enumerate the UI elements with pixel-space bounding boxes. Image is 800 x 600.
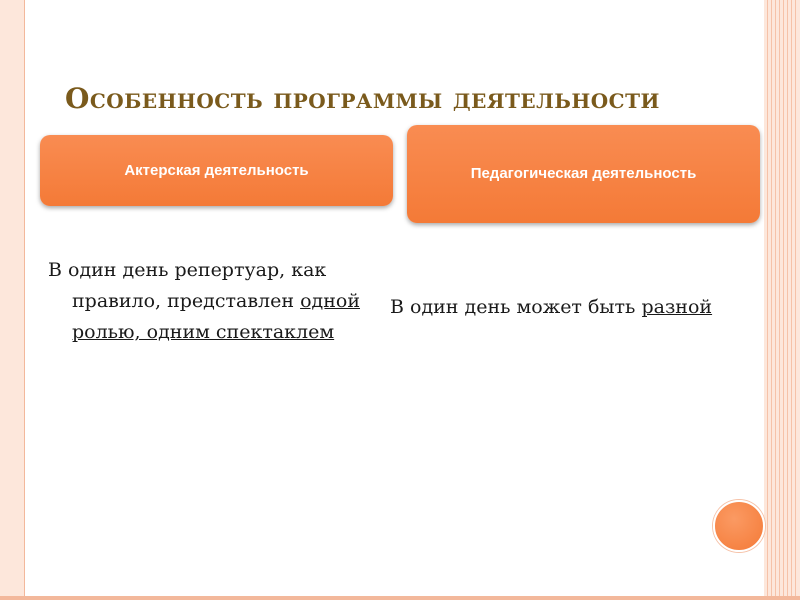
pedagogic-activity-label: Педагогическая деятельность xyxy=(470,165,697,182)
pedagogic-description-underlined: разной xyxy=(641,296,713,318)
right-frame-stripes xyxy=(767,0,797,600)
acting-activity-box xyxy=(40,135,393,206)
decorative-orange-circle xyxy=(713,500,765,552)
pedagogic-description xyxy=(390,292,754,323)
slide-title: Особенность программы деятельности xyxy=(65,82,660,115)
left-frame-line xyxy=(24,0,25,600)
acting-description xyxy=(48,255,372,348)
left-frame-border xyxy=(0,0,24,600)
pedagogic-activity-box xyxy=(407,125,760,223)
pedagogic-description-text: В один день может быть xyxy=(390,296,642,318)
acting-activity-label: Актерская деятельность xyxy=(124,162,309,179)
acting-description-underlined: одной ролью, одним спектаклем xyxy=(72,290,360,343)
bottom-frame-strip xyxy=(0,596,800,600)
acting-description-text: В один день репертуар, как правило, представлен xyxy=(48,259,327,312)
